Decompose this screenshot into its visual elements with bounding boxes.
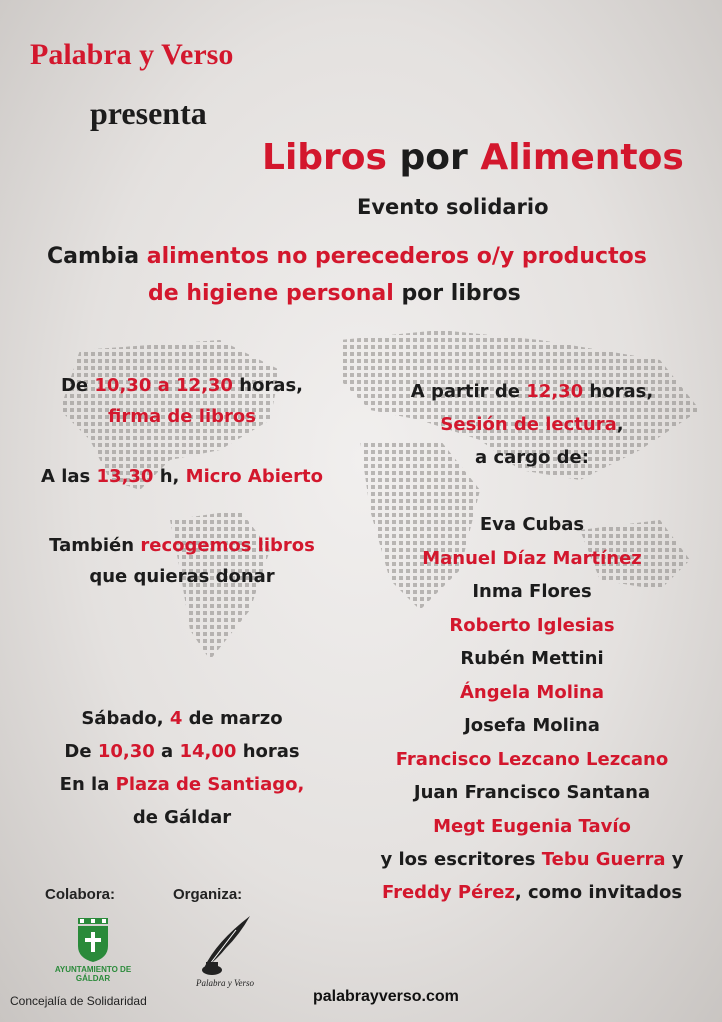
reading-label: Sesión de lectura	[440, 414, 617, 435]
signing-label: firma de libros	[108, 406, 256, 427]
schedule-open-mic	[22, 466, 342, 487]
text: y los escritores	[380, 849, 536, 870]
exchange-line-1-a: Cambia	[47, 244, 140, 269]
readers-list	[362, 508, 702, 843]
schedule-signing	[22, 375, 342, 427]
end-time: 14,00	[179, 741, 237, 762]
event-date-location	[22, 702, 342, 834]
title-word-por: por	[399, 137, 468, 178]
concejalia-label: Concejalía de Solidaridad	[10, 994, 147, 1008]
reading-session	[362, 375, 702, 474]
reader-name: Ángela Molina	[460, 681, 604, 703]
text: a	[161, 741, 174, 762]
text: horas	[242, 741, 300, 762]
start-time: 10,30	[97, 741, 155, 762]
title-word-alimentos: Alimentos	[480, 137, 684, 178]
text: También	[49, 535, 135, 556]
exchange-line-2-b: por libros	[401, 281, 521, 306]
text: h,	[159, 466, 180, 487]
text: A las	[41, 466, 91, 487]
quill-inkwell-logo-icon	[196, 912, 256, 976]
text: , como invitados	[514, 882, 683, 903]
reader-name: Francisco Lezcano Lezcano	[395, 748, 669, 770]
exchange-line-1	[47, 244, 647, 269]
text: Sábado,	[81, 708, 164, 729]
colabora-label: Colabora:	[45, 886, 116, 903]
reader-name: Manuel Díaz Martínez	[422, 547, 642, 569]
town: de Gáldar	[132, 807, 232, 828]
text: En la	[59, 774, 110, 795]
text: A partir de	[410, 381, 520, 402]
text: horas,	[239, 375, 304, 396]
reader-name: Megt Eugenia Tavío	[433, 815, 631, 837]
text: de marzo	[188, 708, 283, 729]
event-title	[262, 137, 684, 178]
event-subtitle: Evento solidario	[357, 195, 549, 219]
brand-title: Palabra y Verso	[30, 38, 234, 71]
guest-name: Tebu Guerra	[541, 849, 666, 870]
reader-name: Josefa Molina	[464, 715, 600, 736]
exchange-line-2	[148, 281, 521, 306]
donation-label: recogemos libros	[140, 535, 315, 556]
title-word-libros: Libros	[262, 137, 387, 178]
guest-name: Freddy Pérez	[381, 882, 515, 903]
time-range: 10,30 a 12,30	[94, 375, 233, 396]
venue: Plaza de Santiago,	[115, 774, 305, 795]
text: horas,	[589, 381, 654, 402]
ayuntamiento-shield-icon	[76, 918, 110, 962]
reader-name: Juan Francisco Santana	[413, 782, 651, 803]
reader-name: Inma Flores	[472, 581, 592, 602]
book-donation-note	[22, 535, 342, 587]
exchange-line-2-a: de higiene personal	[148, 281, 394, 306]
exchange-line-1-b: alimentos no perecederos o/y productos	[146, 244, 647, 269]
text: De	[64, 741, 92, 762]
organiza-label: Organiza:	[173, 886, 243, 903]
time: 13,30	[96, 466, 154, 487]
reader-name: Roberto Iglesias	[449, 614, 615, 636]
website-link[interactable]: palabrayverso.com	[313, 988, 459, 1005]
text: De	[60, 375, 89, 396]
day-number: 4	[169, 708, 183, 729]
presenta-text: presenta	[90, 95, 207, 131]
text: y	[671, 849, 684, 870]
ayuntamiento-name: AYUNTAMIENTO DE GÁLDAR	[54, 965, 132, 983]
reading-time: 12,30	[526, 381, 584, 402]
guest-writers	[362, 843, 702, 909]
text: a cargo de:	[475, 447, 589, 468]
open-mic-label: Micro Abierto	[185, 466, 323, 487]
text: que quieras donar	[89, 566, 275, 587]
palabra-y-verso-logo-text: Palabra y Verso	[196, 978, 254, 988]
reader-name: Eva Cubas	[479, 514, 585, 535]
text: ,	[616, 414, 624, 435]
reader-name: Rubén Mettini	[460, 648, 604, 669]
